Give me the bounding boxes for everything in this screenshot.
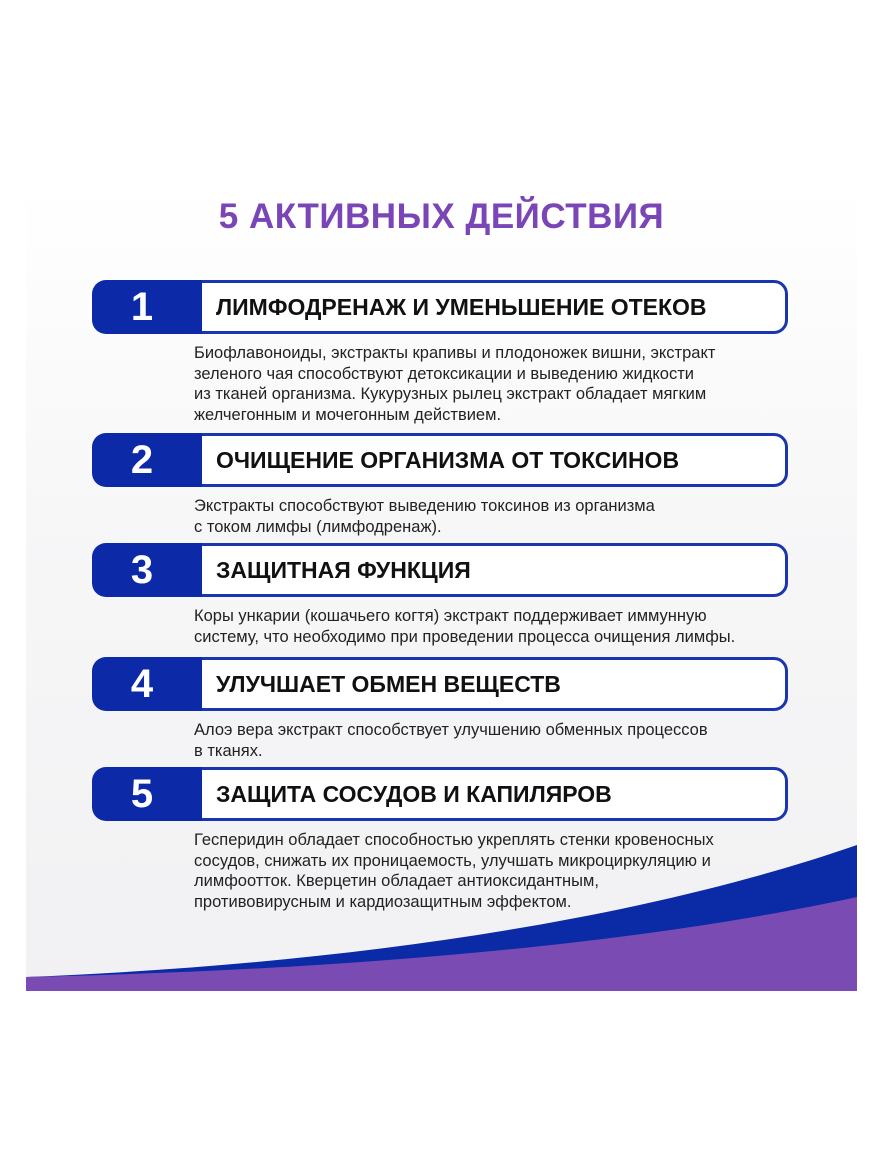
description-line: из тканей организма. Кукурузных рылец экстракт обладает мягким — [194, 385, 707, 403]
action-item-5 — [92, 767, 788, 912]
description-line: Экстракты способствуют выведению токсинов из организма — [194, 497, 655, 515]
action-description — [194, 496, 788, 537]
description-line: желчегонным и мочегонным действием. — [194, 405, 502, 424]
action-heading-box — [172, 543, 788, 597]
action-heading-box — [172, 767, 788, 821]
action-number: 5 — [92, 767, 202, 821]
action-heading: ЗАЩИТНАЯ ФУНКЦИЯ — [216, 557, 471, 583]
infographic-card — [26, 185, 857, 991]
action-item-2 — [92, 433, 788, 537]
action-description — [194, 343, 788, 425]
description-line: с током лимфы (лимфодренаж). — [194, 517, 442, 536]
action-number: 3 — [92, 543, 202, 597]
action-description — [194, 830, 788, 912]
action-heading-box — [172, 433, 788, 487]
action-header — [92, 433, 788, 487]
description-line: зеленого чая способствуют детоксикации и выведению жидкости — [194, 364, 694, 383]
description-line: сосудов, снижать их проницаемость, улучшать микроциркуляцию и — [194, 851, 711, 870]
action-heading: ЛИМФОДРЕНАЖ И УМЕНЬШЕНИЕ ОТЕКОВ — [216, 294, 707, 320]
action-item-4 — [92, 657, 788, 761]
description-line: Коры ункарии (кошачьего когтя) экстракт поддерживает иммунную — [194, 607, 707, 625]
action-number: 4 — [92, 657, 202, 711]
description-line: лимфоотток. Кверцетин обладает антиоксидантным, — [194, 872, 599, 890]
description-line: Алоэ вера экстракт способствует улучшению обменных процессов — [194, 721, 708, 739]
description-line: противовирусным и кардиозащитным эффектом. — [194, 892, 572, 911]
description-line: в тканях. — [194, 741, 263, 760]
action-item-3 — [92, 543, 788, 647]
action-description — [194, 720, 788, 761]
action-heading: УЛУЧШАЕТ ОБМЕН ВЕЩЕСТВ — [216, 671, 561, 697]
action-item-1 — [92, 280, 788, 425]
page-title: 5 АКТИВНЫХ ДЕЙСТВИЯ — [218, 197, 665, 236]
action-heading: ОЧИЩЕНИЕ ОРГАНИЗМА ОТ ТОКСИНОВ — [216, 447, 680, 473]
action-heading-box — [172, 280, 788, 334]
action-heading: ЗАЩИТА СОСУДОВ И КАПИЛЯРОВ — [216, 781, 612, 807]
action-header — [92, 767, 788, 821]
action-description — [194, 606, 788, 647]
description-line: Гесперидин обладает способностью укреплять стенки кровеносных — [194, 831, 714, 849]
action-header — [92, 543, 788, 597]
action-header — [92, 280, 788, 334]
action-number: 1 — [92, 280, 202, 334]
action-header — [92, 657, 788, 711]
action-heading-box — [172, 657, 788, 711]
description-line: систему, что необходимо при проведении процесса очищения лимфы. — [194, 627, 736, 646]
action-number: 2 — [92, 433, 202, 487]
description-line: Биофлавоноиды, экстракты крапивы и плодоножек вишни, экстракт — [194, 344, 716, 362]
